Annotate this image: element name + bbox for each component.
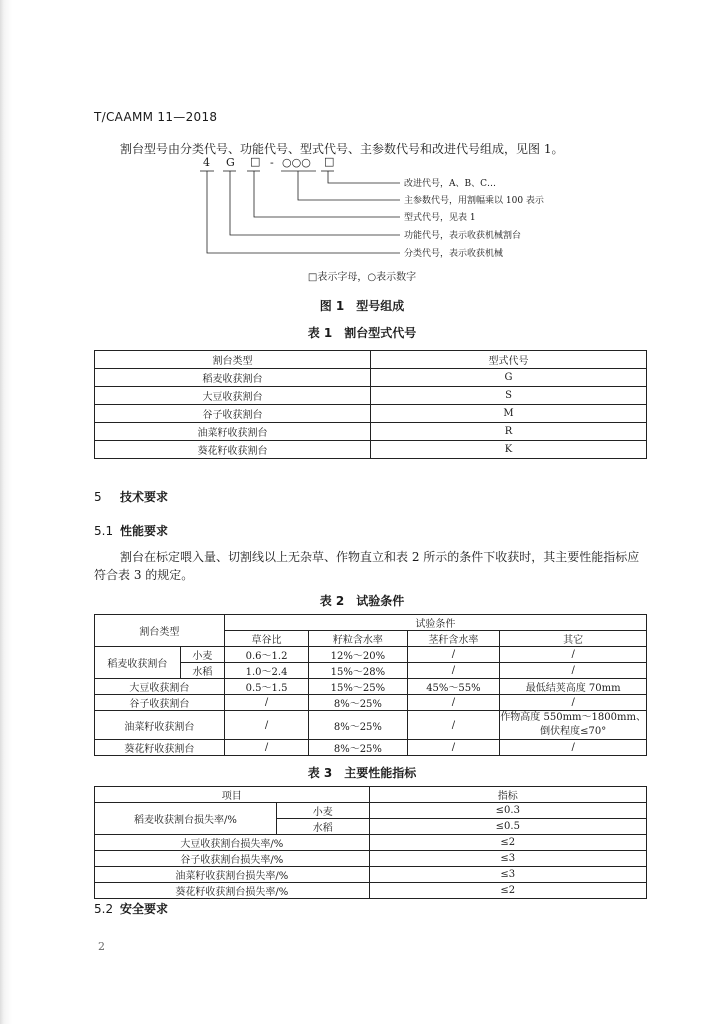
table-cell: 0.5～1.5 [224, 679, 308, 695]
label-improvement: 改进代号，A、B、C… [404, 179, 496, 189]
header-group-cell: 试验条件 [224, 615, 646, 631]
table-header-row [95, 615, 647, 631]
table-cell: ≤3 [369, 867, 646, 883]
table-cell: 油菜籽收获割台 [95, 423, 371, 441]
code-dash: - [270, 156, 274, 169]
table-cell: 稻麦收获割台 [95, 647, 181, 679]
table-cell: ≤2 [369, 835, 646, 851]
table-cell: S [371, 387, 647, 405]
section-5-1-heading [94, 522, 168, 539]
code-function: G [226, 156, 235, 169]
header-cell: 茎秆含水率 [407, 631, 500, 647]
table-cell: 0.6～1.2 [224, 647, 308, 663]
table-cell: 葵花籽收获割台 [95, 441, 371, 459]
table-cell: 大豆收获割台损失率/% [95, 835, 370, 851]
code-category: 4 [203, 156, 210, 169]
table-cell: 小麦 [276, 803, 369, 819]
table-row [95, 441, 647, 459]
section-title: 性能要求 [120, 524, 169, 538]
table-cell: 1.0～2.4 [224, 663, 308, 679]
table3-caption: 表 3 主要性能指标 [307, 766, 417, 780]
table-cell: R [371, 423, 647, 441]
table-cell: ≤2 [369, 883, 646, 899]
table3-performance-indicators [94, 786, 647, 899]
page-number: 2 [98, 940, 105, 953]
table-cell: 8%～25% [309, 740, 407, 756]
document-header: T/CAAMM 11—2018 [94, 110, 218, 124]
table-cell: 谷子收获割台损失率/% [95, 851, 370, 867]
code-main-param: ○○○ [282, 156, 311, 169]
header-cell: 型式代号 [371, 351, 647, 369]
table-cell: 葵花籽收获割台损失率/% [95, 883, 370, 899]
table-cell: 8%～25% [309, 711, 407, 740]
table-cell: 大豆收获割台 [95, 387, 371, 405]
section-5-1-paragraph-line1: 割台在标定喂入量、切割线以上无杂草、作物直立和表 2 所示的条件下收获时，其主要性能指标应 [120, 550, 640, 564]
table-cell: / [224, 740, 308, 756]
table-cell: / [407, 711, 500, 740]
section-number: 5 [94, 490, 102, 504]
table-cell: 8%～25% [309, 695, 407, 711]
label-type: 型式代号，见表 1 [404, 213, 476, 223]
table-row [95, 423, 647, 441]
table-row [95, 883, 647, 899]
table-row [95, 711, 647, 740]
table-row [95, 369, 647, 387]
table1-caption: 表 1 割台型式代号 [307, 326, 417, 340]
code-improvement: □ [324, 155, 335, 168]
table-row [95, 647, 647, 663]
cell-line: 倒伏程度≤70° [540, 726, 607, 737]
table-cell: / [407, 695, 500, 711]
code-type: □ [250, 155, 261, 168]
header-cell: 指标 [369, 787, 646, 803]
table-cell: / [500, 663, 647, 679]
table-cell: K [371, 441, 647, 459]
table-row [95, 835, 647, 851]
table-cell: / [500, 740, 647, 756]
table-header-row [95, 787, 647, 803]
table-cell: / [224, 711, 308, 740]
table-cell: 最低结荚高度 70mm [500, 679, 647, 695]
table-cell: 12%～20% [309, 647, 407, 663]
table-row [95, 803, 647, 819]
table2-test-conditions [94, 614, 647, 756]
table-row [95, 679, 647, 695]
header-cell: 割台类型 [95, 615, 225, 647]
table-cell: 葵花籽收获割台 [95, 740, 225, 756]
table-cell: / [407, 663, 500, 679]
table-cell: M [371, 405, 647, 423]
table-cell: / [407, 647, 500, 663]
table-cell: / [500, 647, 647, 663]
section-5-1-paragraph-line2: 符合表 3 的规定。 [94, 568, 194, 582]
table-row [95, 387, 647, 405]
table-cell: 15%～28% [309, 663, 407, 679]
table-cell: / [500, 695, 647, 711]
section-5-heading [94, 488, 168, 505]
table-header-row [95, 351, 647, 369]
diagram-leader-lines [190, 156, 570, 266]
table-cell: / [407, 740, 500, 756]
header-cell: 割台类型 [95, 351, 371, 369]
header-cell: 其它 [500, 631, 647, 647]
table-row [95, 867, 647, 883]
section-title: 安全要求 [120, 902, 169, 916]
diagram-legend: □表示字母，○表示数字 [307, 272, 417, 283]
table2-caption: 表 2 试验条件 [319, 594, 405, 608]
table-cell: 水稻 [276, 819, 369, 835]
table-cell: 45%～55% [407, 679, 500, 695]
table-cell: / [224, 695, 308, 711]
intro-paragraph: 割台型号由分类代号、功能代号、型式代号、主参数代号和改进代号组成，见图 1。 [120, 142, 564, 156]
header-cell: 草谷比 [224, 631, 308, 647]
table-cell-multiline [500, 711, 647, 740]
table-row [95, 695, 647, 711]
table-row [95, 405, 647, 423]
table-cell: 15%～25% [309, 679, 407, 695]
table-cell: 大豆收获割台 [95, 679, 225, 695]
label-category: 分类代号，表示收获机械 [404, 249, 504, 259]
label-function: 功能代号，表示收获机械割台 [404, 231, 522, 241]
table1-type-codes [94, 350, 647, 459]
section-number: 5.1 [94, 524, 114, 538]
table-cell: 稻麦收获割台 [95, 369, 371, 387]
table-cell: 小麦 [180, 647, 224, 663]
section-5-2-heading [94, 900, 168, 917]
table-cell: 谷子收获割台 [95, 695, 225, 711]
table-cell: ≤3 [369, 851, 646, 867]
table-cell: 谷子收获割台 [95, 405, 371, 423]
table-cell: ≤0.5 [369, 819, 646, 835]
model-code-diagram [190, 156, 570, 266]
table-cell: 水稻 [180, 663, 224, 679]
table-row [95, 740, 647, 756]
table-cell: ≤0.3 [369, 803, 646, 819]
table-cell: 油菜籽收获割台 [95, 711, 225, 740]
table-cell: 油菜籽收获割台损失率/% [95, 867, 370, 883]
scan-edge-shadow [0, 0, 12, 1024]
table-cell: 稻麦收获割台损失率/% [95, 803, 277, 835]
table-cell: G [371, 369, 647, 387]
label-main-param: 主参数代号，用割幅乘以 100 表示 [404, 196, 544, 206]
header-cell: 项目 [95, 787, 370, 803]
section-number: 5.2 [94, 902, 114, 916]
table-row [95, 851, 647, 867]
section-title: 技术要求 [120, 490, 169, 504]
cell-line: 作物高度 550mm～1800mm、 [500, 712, 646, 723]
figure1-caption: 图 1 型号组成 [319, 299, 405, 313]
header-cell: 籽粒含水率 [309, 631, 407, 647]
